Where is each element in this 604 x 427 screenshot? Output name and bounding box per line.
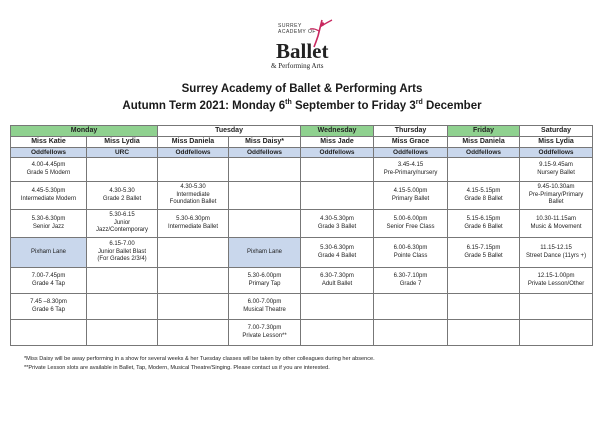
class-cell: 5.00-6.00pm Senior Free Class <box>374 210 448 238</box>
empty-cell <box>520 294 593 320</box>
class-cell: 9.45-10.30am Pre-Primary/Primary Ballet <box>520 182 593 210</box>
page-title: Surrey Academy of Ballet & Performing Arts <box>181 83 423 95</box>
footnote-1: *Miss Daisy will be away performing in a show for several weeks & her Tuesday classes will be taken by other colleagues during her absence. <box>24 356 375 362</box>
class-cell: 3.45-4.15 Pre-Primary/nursery <box>374 158 448 182</box>
logo-line2: ACADEMY OF <box>278 29 316 35</box>
term-dates: Autumn Term 2021: Monday 6th September to Friday 3rd December <box>122 99 482 112</box>
empty-cell <box>374 294 448 320</box>
academy-logo <box>268 18 340 74</box>
teacher-cell: Miss Jade <box>301 137 374 148</box>
logo-line1: SURREY <box>278 23 302 29</box>
teacher-cell: Miss Katie <box>11 137 87 148</box>
empty-cell <box>229 210 301 238</box>
logo-subtitle: & Performing Arts <box>271 62 324 70</box>
footnote-2: **Private Lesson slots are available in Ballet, Tap, Modern, Musical Theatre/Singing. Please contact us if you are interested. <box>24 365 330 371</box>
footnotes <box>24 355 375 373</box>
class-cell: 6.00-7.00pm Musical Theatre <box>229 294 301 320</box>
class-cell: 5.15-6.15pm Grade 6 Ballet <box>448 210 520 238</box>
teacher-cell: Miss Daniela <box>158 137 229 148</box>
class-cell: 4.15-5.00pm Primary Ballet <box>374 182 448 210</box>
class-cell: 6.30-7.10pm Grade 7 <box>374 268 448 294</box>
empty-cell <box>158 158 229 182</box>
day-header: Friday <box>448 126 520 137</box>
empty-cell <box>301 294 374 320</box>
class-cell: 6.30-7.30pm Adult Ballet <box>301 268 374 294</box>
empty-cell <box>448 268 520 294</box>
empty-cell <box>158 294 229 320</box>
venue-cell: Oddfellows <box>448 148 520 158</box>
empty-cell <box>87 268 158 294</box>
teacher-cell: Miss Daisy* <box>229 137 301 148</box>
empty-cell <box>229 182 301 210</box>
class-cell: 4.15-5.15pm Grade 8 Ballet <box>448 182 520 210</box>
venue-cell: Oddfellows <box>374 148 448 158</box>
class-cell: 4.30-5.30 Grade 2 Ballet <box>87 182 158 210</box>
day-header: Wednesday <box>301 126 374 137</box>
teacher-cell: Miss Grace <box>374 137 448 148</box>
class-cell: 9.15-9.45am Nursery Ballet <box>520 158 593 182</box>
empty-cell <box>229 158 301 182</box>
class-cell: 4.00-4.45pm Grade 5 Modern <box>11 158 87 182</box>
empty-cell <box>301 158 374 182</box>
class-cell: 7.45 –8.30pm Grade 6 Tap <box>11 294 87 320</box>
empty-cell <box>87 294 158 320</box>
class-cell: 6.00-6.30pm Pointe Class <box>374 238 448 268</box>
empty-cell <box>158 320 229 346</box>
venue-change-cell: Pixham Lane <box>11 238 87 268</box>
day-header: Saturday <box>520 126 593 137</box>
venue-cell: Oddfellows <box>11 148 87 158</box>
venue-cell: Oddfellows <box>301 148 374 158</box>
class-cell: 4.30-5.30 Intermediate Foundation Ballet <box>158 182 229 210</box>
class-cell: 6.15-7.00 Junior Ballet Blast (For Grades 2/3/4) <box>87 238 158 268</box>
empty-cell <box>87 158 158 182</box>
empty-cell <box>158 268 229 294</box>
empty-cell <box>158 238 229 268</box>
venue-cell: Oddfellows <box>158 148 229 158</box>
empty-cell <box>374 320 448 346</box>
venue-change-cell: Pixham Lane <box>229 238 301 268</box>
venue-cell: Oddfellows <box>520 148 593 158</box>
day-header: Tuesday <box>158 126 301 137</box>
class-cell: 4.45-5.30pm Intermediate Modern <box>11 182 87 210</box>
class-cell: 5.30-6.00pm Primary Tap <box>229 268 301 294</box>
class-cell: 4.30-5.30pm Grade 3 Ballet <box>301 210 374 238</box>
venue-cell: Oddfellows <box>229 148 301 158</box>
timetable <box>10 125 593 346</box>
teacher-cell: Miss Daniela <box>448 137 520 148</box>
day-header: Thursday <box>374 126 448 137</box>
class-cell: 12.15-1.00pm Private Lesson/Other <box>520 268 593 294</box>
teacher-cell: Miss Lydia <box>87 137 158 148</box>
class-cell: 5.30-6.30pm Grade 4 Ballet <box>301 238 374 268</box>
class-cell: 6.15-7.15pm Grade 5 Ballet <box>448 238 520 268</box>
empty-cell <box>520 320 593 346</box>
dancer-icon <box>308 18 334 48</box>
empty-cell <box>301 182 374 210</box>
day-header: Monday <box>11 126 158 137</box>
class-cell: 7.00-7.45pm Grade 4 Tap <box>11 268 87 294</box>
empty-cell <box>448 158 520 182</box>
empty-cell <box>87 320 158 346</box>
empty-cell <box>301 320 374 346</box>
class-cell: 10.30-11.15am Music & Movement <box>520 210 593 238</box>
teacher-cell: Miss Lydia <box>520 137 593 148</box>
empty-cell <box>448 294 520 320</box>
class-cell: 7.00-7.30pm Private Lesson** <box>229 320 301 346</box>
class-cell: 5.30-6.30pm Intermediate Ballet <box>158 210 229 238</box>
class-cell: 5.30-6.15 Junior Jazz/Contemporary <box>87 210 158 238</box>
logo-ballet: Ballet <box>276 39 329 63</box>
class-cell: 5.30-6.30pm Senior Jazz <box>11 210 87 238</box>
venue-cell: URC <box>87 148 158 158</box>
empty-cell <box>11 320 87 346</box>
class-cell: 11.15-12.15 Street Dance (11yrs +) <box>520 238 593 268</box>
empty-cell <box>448 320 520 346</box>
